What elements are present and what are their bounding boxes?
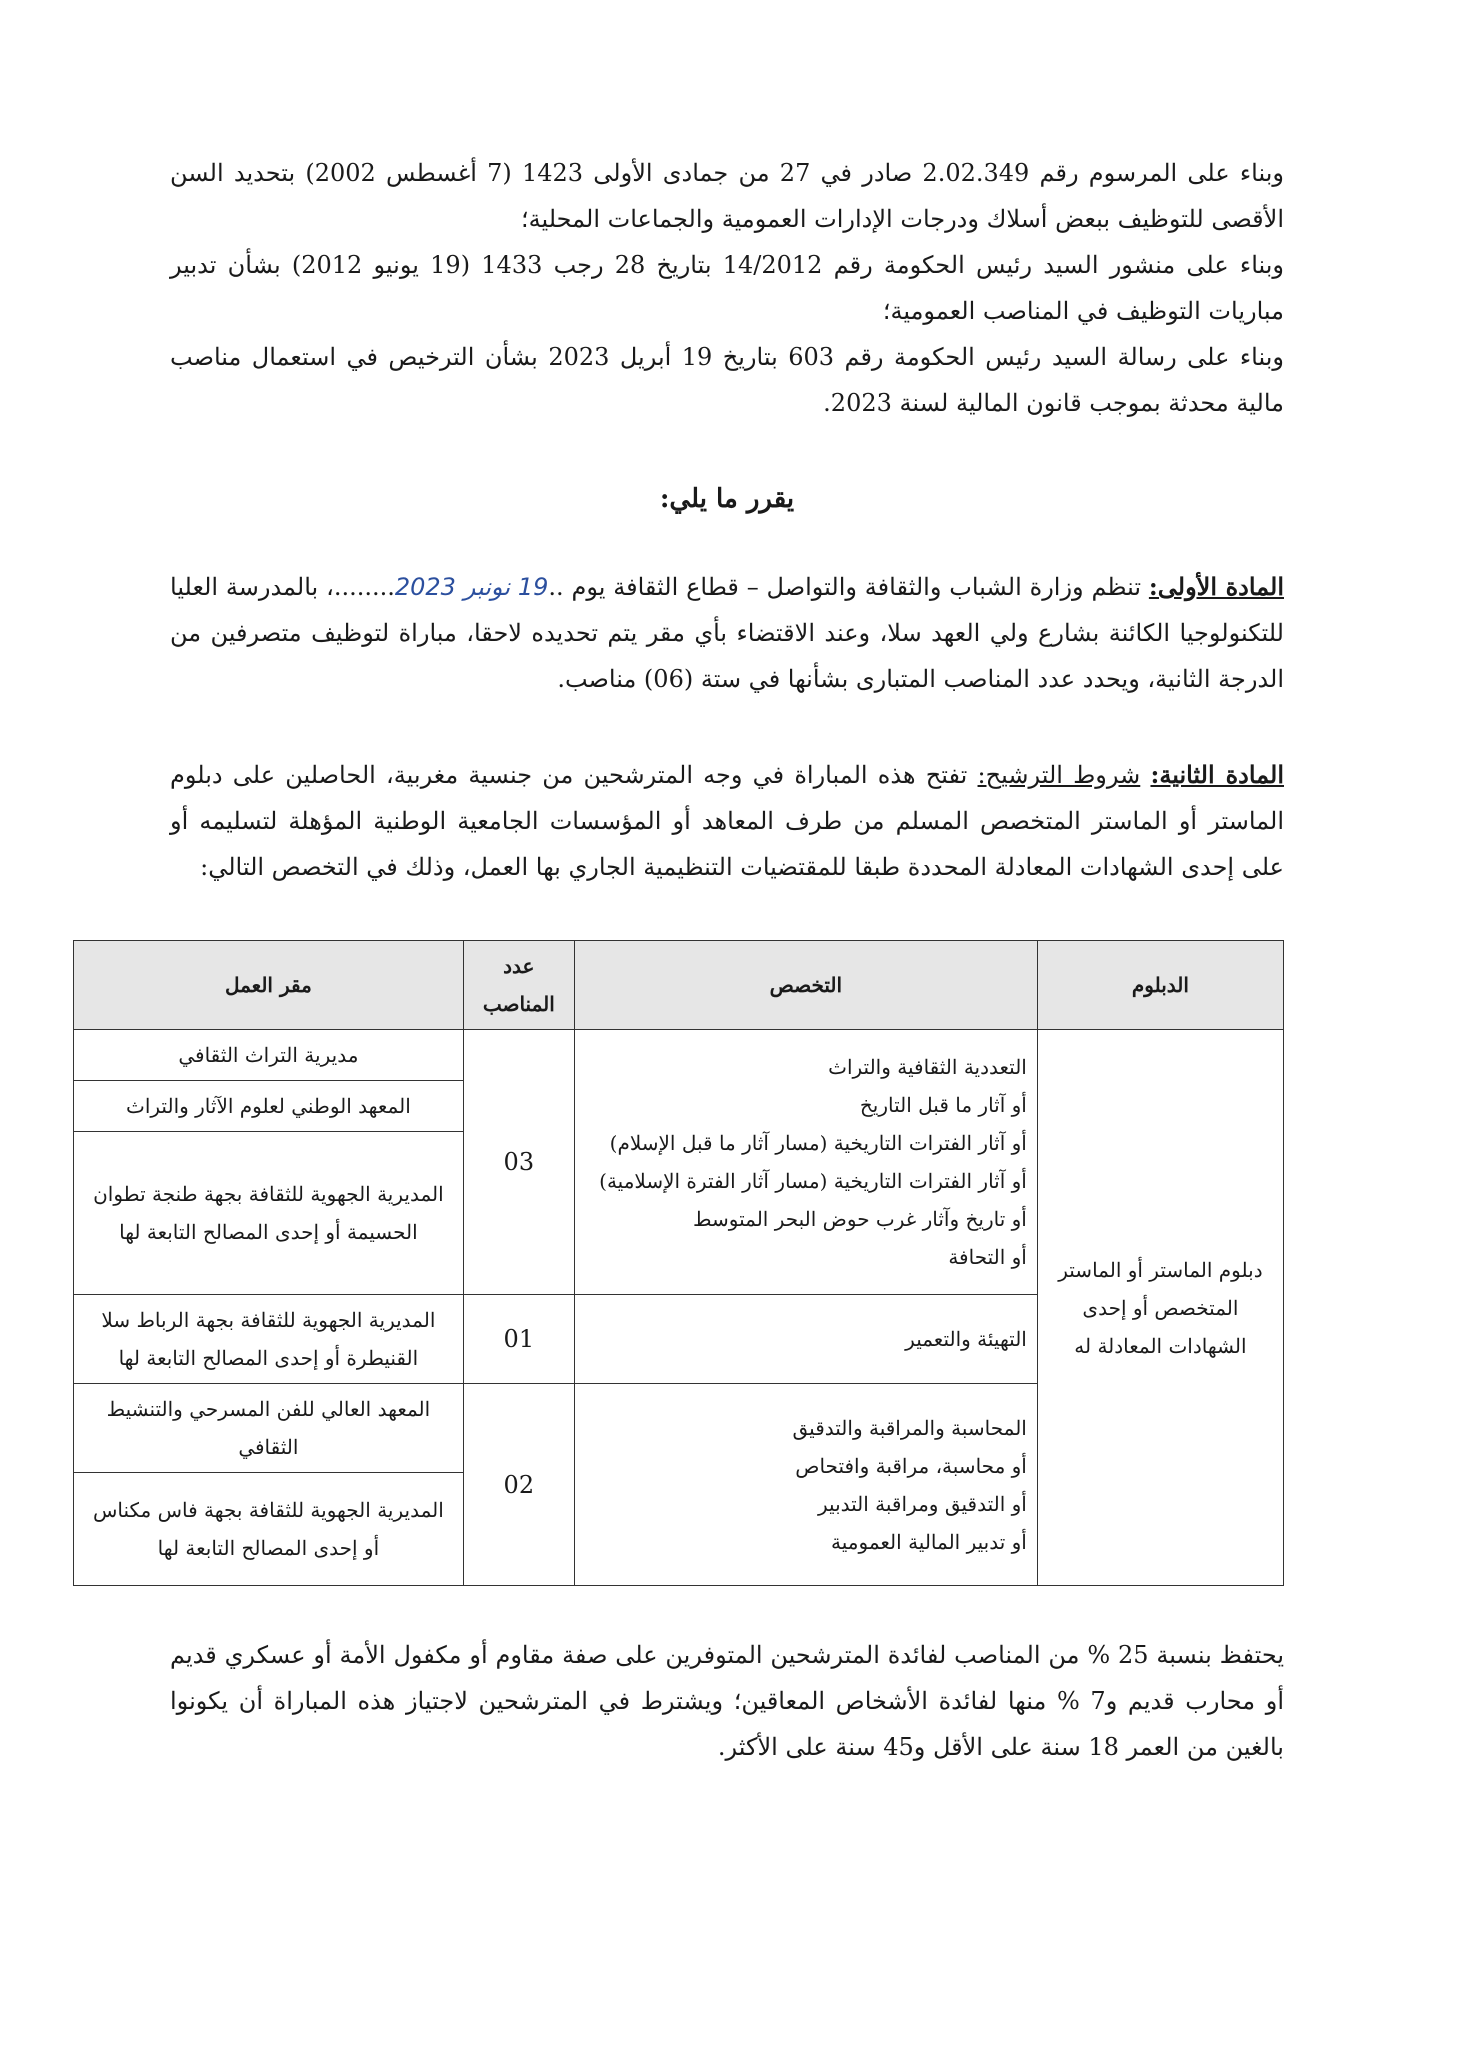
- location-cell: المديرية الجهوية للثقافة بجهة الرباط سلا القنيطرة أو إحدى المصالح التابعة لها: [74, 1295, 464, 1384]
- header-location: مقر العمل: [74, 941, 464, 1030]
- specialty-cell-3: [574, 1384, 1037, 1586]
- article-2: [170, 752, 1284, 890]
- location-cell: المعهد الوطني لعلوم الآثار والتراث: [74, 1081, 464, 1132]
- specialty-item: التهيئة والتعمير: [905, 1327, 1027, 1351]
- specialty-item: أو التدقيق ومراقبة التدبير: [818, 1491, 1027, 1516]
- specialty-item: أو آثار الفترات التاريخية (مسار آثار ما قبل الإسلام): [609, 1131, 1027, 1155]
- table-row: [74, 1030, 1284, 1081]
- location-cell: المديرية الجهوية للثقافة بجهة طنجة تطوان الحسيمة أو إحدى المصالح التابعة لها: [74, 1132, 464, 1295]
- preamble-decree: وبناء على المرسوم رقم 2.02.349 صادر في 27 من جمادى الأولى 1423 (7 أغسطس 2002) بتحديد السن الأقصى للتوظيف ببعض أسلاك ودرجات الإدارات العمومية والجماعات المحلية؛: [170, 159, 1284, 233]
- article-2-label: شروط الترشيح:: [977, 761, 1141, 789]
- specialty-item: أو تدبير المالية العمومية: [831, 1529, 1027, 1554]
- article-2-text: تفتح هذه المباراة في وجه المترشحين من جنسية مغربية، الحاصلين على دبلوم الماستر أو الماستر المتخصص المسلم من طرف المعاهد أو المؤسسات الجامعية الوطنية المؤهلة لتسليمه أو على إحدى الشهادات المعادلة المحددة طبقا للمقتضيات التنظيمية الجاري بها العمل، وذلك في التخصص التالي:: [170, 761, 1284, 881]
- article-2-title: المادة الثانية:: [1150, 760, 1284, 789]
- header-diploma: الدبلوم: [1037, 941, 1283, 1030]
- specialty-item: التعددية الثقافية والتراث: [828, 1055, 1027, 1079]
- specialty-item: أو محاسبة، مراقبة وافتحاص: [795, 1453, 1027, 1478]
- count-cell-2: 01: [463, 1295, 574, 1384]
- header-count: عدد المناصب: [463, 941, 574, 1030]
- preamble: [170, 150, 1284, 426]
- specialty-item: أو آثار ما قبل التاريخ: [859, 1093, 1027, 1117]
- table-header-row: [74, 941, 1284, 1030]
- location-cell: المعهد العالي للفن المسرحي والتنشيط الثقافي: [74, 1384, 464, 1473]
- header-specialty: التخصص: [574, 941, 1037, 1030]
- article-1-title: المادة الأولى:: [1148, 572, 1284, 601]
- count-cell-3: 02: [463, 1384, 574, 1586]
- location-cell: المديرية الجهوية للثقافة بجهة فاس مكناس أو إحدى المصالح التابعة لها: [74, 1473, 464, 1586]
- specialty-item: أو آثار الفترات التاريخية (مسار آثار الفترة الإسلامية): [599, 1169, 1027, 1193]
- specialty-cell-1: [574, 1030, 1037, 1295]
- specialty-item: أو تاريخ وآثار غرب حوض البحر المتوسط: [693, 1207, 1027, 1231]
- decision-heading: يقرر ما يلي:: [659, 484, 795, 514]
- specialty-cell-2: [574, 1295, 1037, 1384]
- specialty-item: المحاسبة والمراقبة والتدقيق: [792, 1415, 1027, 1440]
- preamble-circular: وبناء على منشور السيد رئيس الحكومة رقم 14/2012 بتاريخ 28 رجب 1433 (19 يونيو 2012) بشأن تدبير مباريات التوظيف في المناصب العمومية؛: [170, 251, 1285, 325]
- article-1: [170, 564, 1284, 702]
- article-1-text-before: تنظم وزارة الشباب والثقافة والتواصل – قطاع الثقافة يوم ..: [548, 573, 1142, 601]
- specialty-item: أو التحافة: [948, 1245, 1027, 1269]
- positions-table: [73, 940, 1284, 1586]
- count-cell-1: 03: [463, 1030, 574, 1295]
- handwritten-date: 19 نونبر 2023: [394, 573, 549, 601]
- diploma-cell: دبلوم الماستر أو الماستر المتخصص أو إحدى الشهادات المعادلة له: [1037, 1030, 1283, 1586]
- article-1-text-after: ........، بالمدرسة العليا للتكنولوجيا الكائنة بشارع ولي العهد سلا، وعند الاقتضاء بأي مقر يتم تحديده لاحقا، مباراة لتوظيف متصرفين من الدرجة الثانية، ويحدد عدد المناصب المتبارى بشأنها في ستة (06) مناصب.: [170, 573, 1284, 693]
- reserved-quota-paragraph: يحتفظ بنسبة 25 % من المناصب لفائدة المترشحين المتوفرين على صفة مقاوم أو مكفول الأمة أو عسكري قديم أو محارب قديم و7 % منها لفائدة الأشخاص المعاقين؛ ويشترط في المترشحين لاجتياز هذه المباراة أن يكونوا بالغين من العمر 18 سنة على الأقل و45 سنة على الأكثر.: [170, 1641, 1284, 1761]
- preamble-letter: وبناء على رسالة السيد رئيس الحكومة رقم 603 بتاريخ 19 أبريل 2023 بشأن الترخيص في استعمال مناصب مالية محدثة بموجب قانون المالية لسنة 2023.: [170, 343, 1284, 417]
- location-cell: مديرية التراث الثقافي: [74, 1030, 464, 1081]
